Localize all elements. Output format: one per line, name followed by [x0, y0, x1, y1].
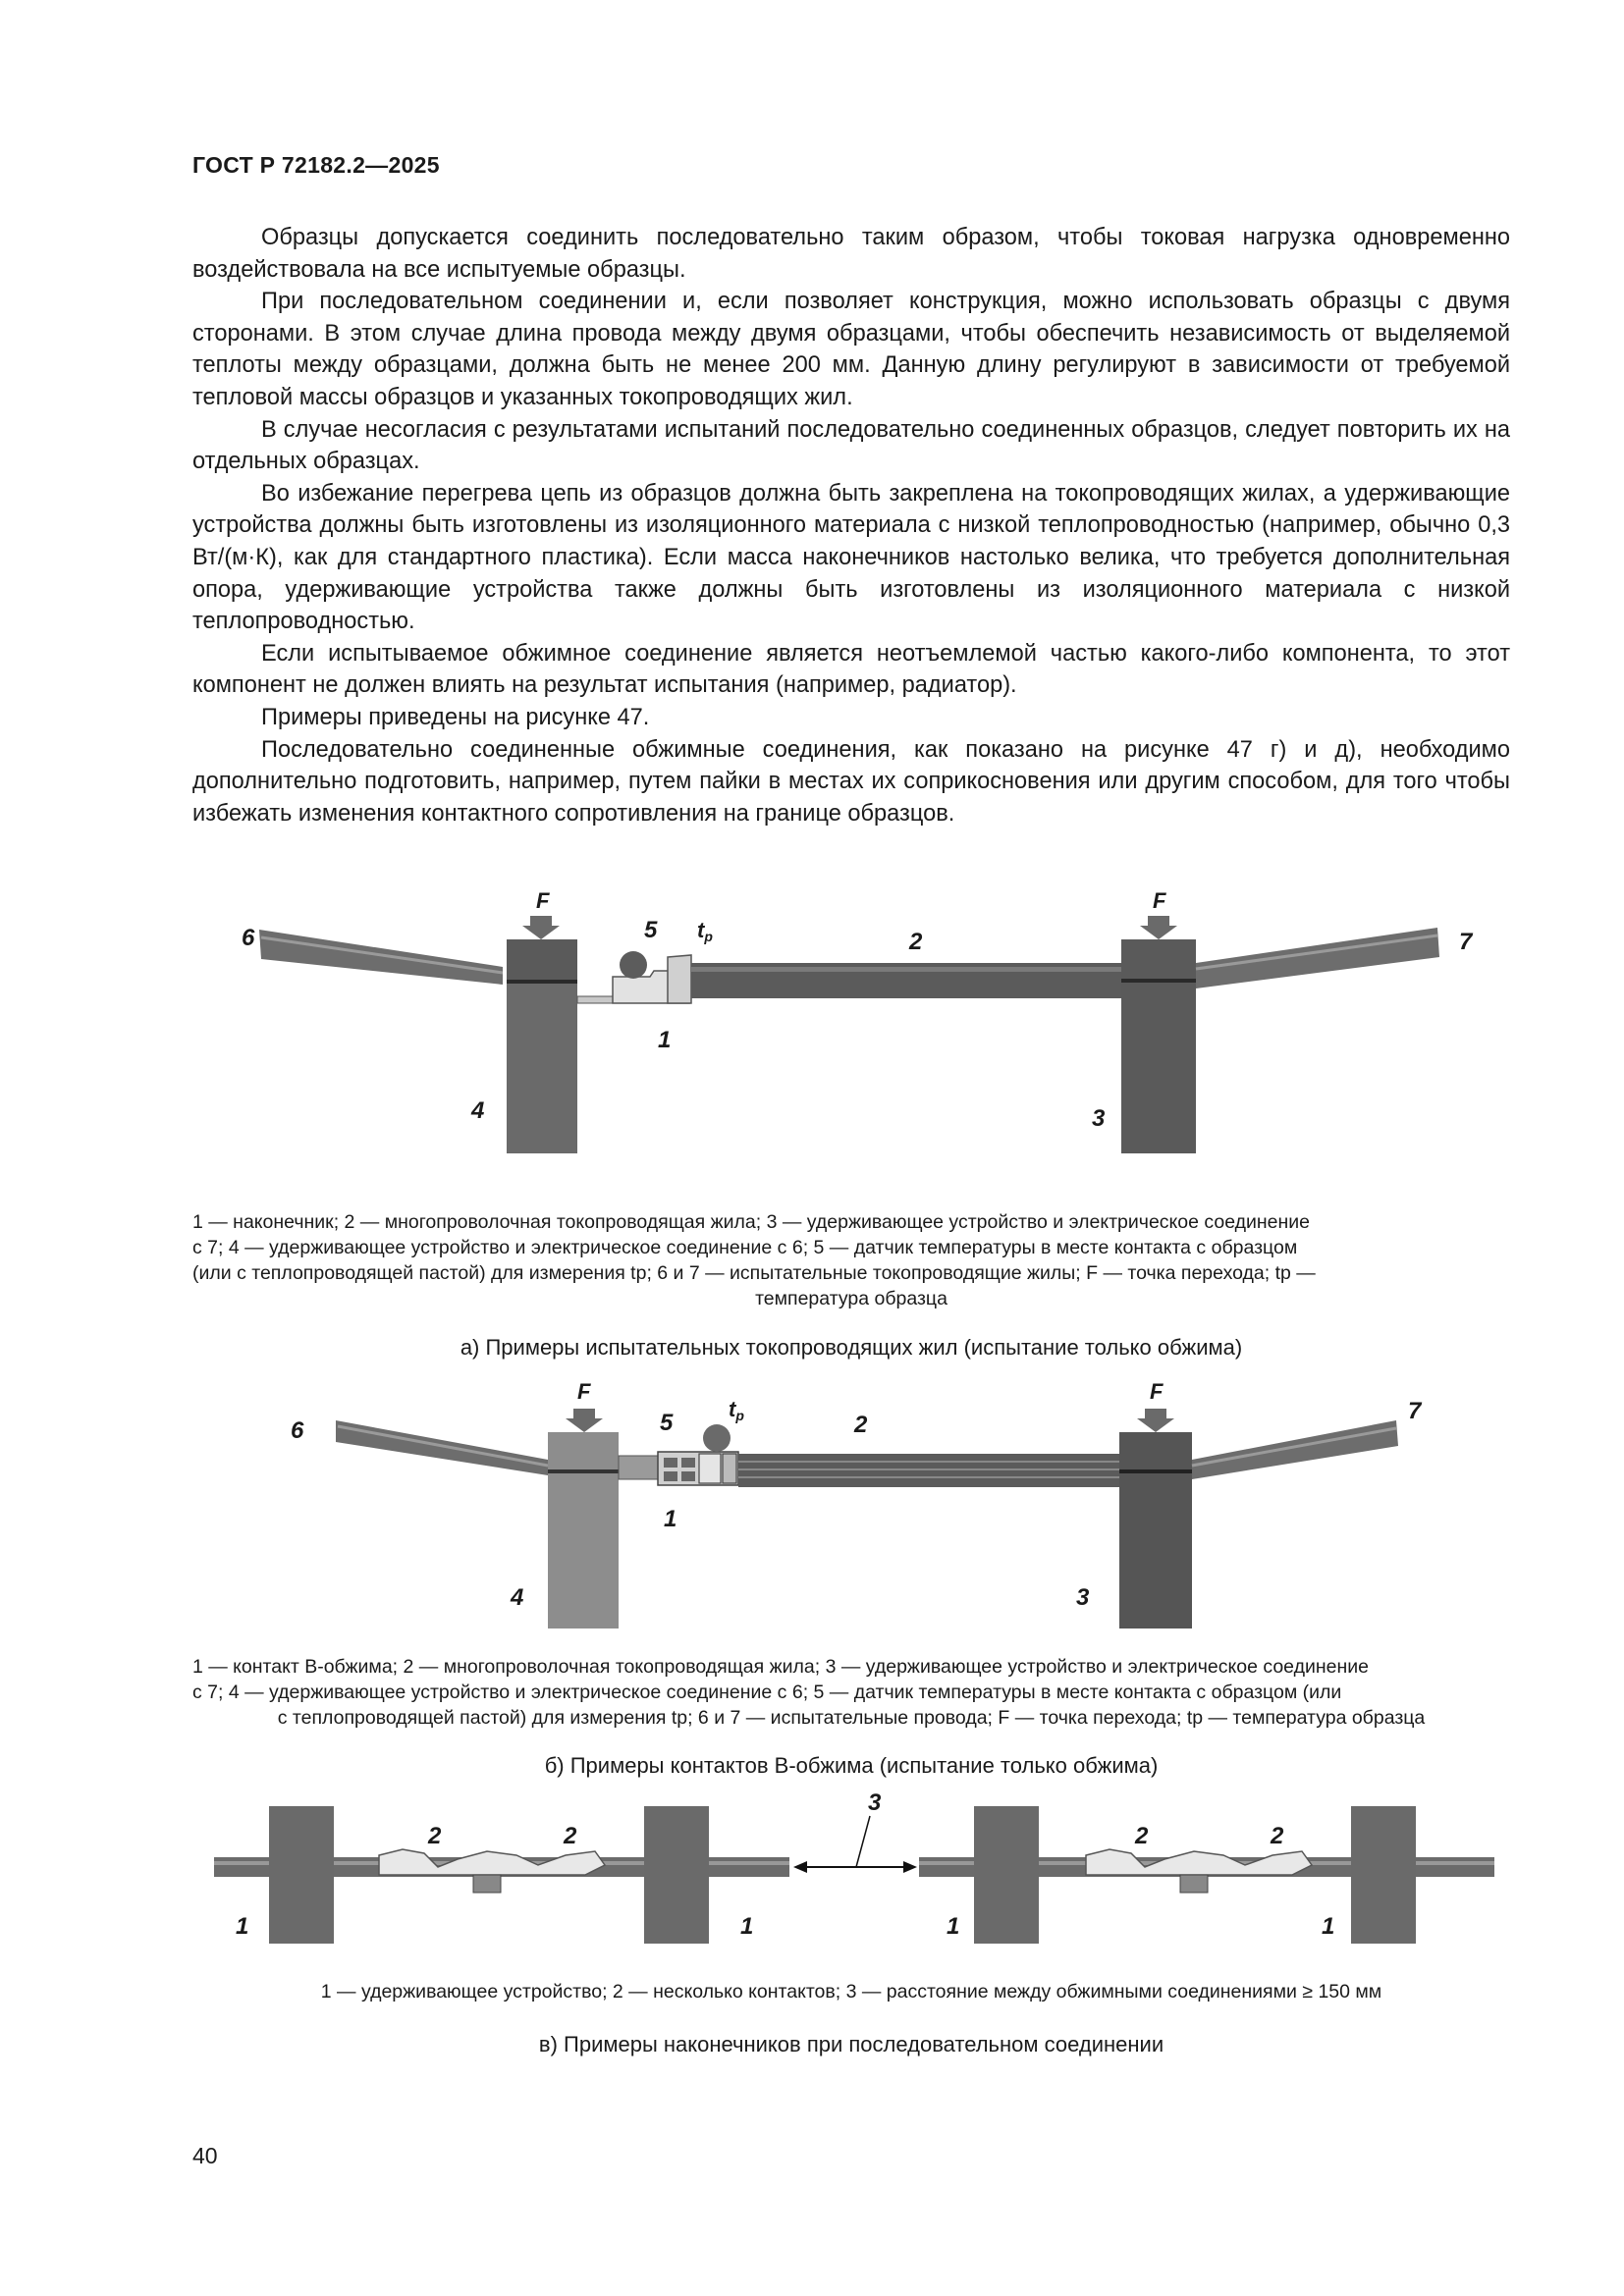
legend-line: 1 — контакт В-обжима; 2 — многопроволочная токопроводящая жила; 3 — удерживающее устройство и электрическое соединение [192, 1656, 1369, 1678]
label-4: 4 [471, 1097, 485, 1124]
force-arrow-right [1140, 916, 1177, 939]
label-5: 5 [644, 917, 658, 943]
figure-a-legend [192, 1209, 1510, 1311]
contact-2 [1086, 1849, 1312, 1875]
label-tp [697, 918, 713, 944]
force-arrow-left [522, 916, 560, 939]
paragraph: Примеры приведены на рисунке 47. [261, 704, 650, 730]
legend-line: 1 — удерживающее устройство; 2 — несколько контактов; 3 — расстояние между обжимными соединениями ≥ 150 мм [320, 1981, 1382, 2002]
contact-1 [619, 1456, 658, 1479]
label-4: 4 [511, 1584, 524, 1611]
label-2: 2 [428, 1823, 442, 1849]
label-t-sub: p [704, 929, 713, 944]
paragraph: Если испытываемое обжимное соединение является неотъемлемой частью какого-либо компонента, то этот компонент не должен влиять на результат испытания (например, радиатор). [192, 640, 1510, 699]
figure-a-diagram [192, 879, 1510, 1153]
legend-line: 1 — наконечник; 2 — многопроволочная токопроводящая жила; 3 — удерживающее устройство и электрическое соединение [192, 1211, 1311, 1233]
holder-3 [1121, 939, 1196, 1153]
label-6: 6 [291, 1417, 304, 1444]
label-3: 3 [868, 1789, 882, 1816]
figure-a-caption: а) Примеры испытательных токопроводящих жил (испытание только обжима) [460, 1335, 1243, 1360]
holder-4 [548, 1432, 619, 1629]
paragraph: Во избежание перегрева цепь из образцов должна быть закреплена на токопроводящих жилах, а удерживающие устройства должны быть изготовлены из изоляционного материала с низкой теплопроводностью (например, обычно 0,3 Вт/(м·К), как для стандартного пластика). Если масса наконечников настолько велика, что требуется дополнительная опора, удерживающие устройства также должны быть изготовлены из изоляционного материала с низкой теплопроводностью. [192, 480, 1510, 635]
label-5: 5 [660, 1410, 674, 1436]
figure-c-caption: в) Примеры наконечников при последовательном соединении [538, 2032, 1164, 2056]
sensor-5 [620, 951, 647, 979]
sensor-5 [703, 1424, 731, 1452]
figure-b-diagram [192, 1369, 1510, 1634]
legend-line: с теплопроводящей пастой) для измерения tp; 6 и 7 — испытательные провода; F — точка перехода; tp — температура образца [277, 1707, 1426, 1729]
label-f-right: F [1153, 888, 1166, 913]
label-7: 7 [1459, 929, 1473, 955]
holder-1 [644, 1806, 709, 1944]
label-f-left: F [536, 888, 550, 913]
holder-3 [1119, 1432, 1192, 1629]
label-2: 2 [564, 1823, 577, 1849]
label-t-sub: p [735, 1408, 744, 1423]
figure-b-caption: б) Примеры контактов В-обжима (испытание только обжима) [544, 1753, 1159, 1778]
paragraph: Образцы допускается соединить последовательно таким образом, чтобы токовая нагрузка одновременно воздействовала на все испытуемые образцы. [192, 225, 1510, 283]
label-3: 3 [1092, 1105, 1106, 1132]
force-arrow-right [1137, 1409, 1174, 1432]
holder-1 [974, 1806, 1039, 1944]
holder-1 [1351, 1806, 1416, 1944]
figure-c-diagram [192, 1787, 1510, 1953]
paragraph: При последовательном соединении и, если позволяет конструкция, можно использовать образцы с двумя сторонами. В этом случае длина провода между двумя образцами, чтобы обеспечить независимость от выделяемой теплоты между образцами, должна быть не менее 200 мм. Данную длину регулируют в зависимости от требуемой тепловой массы образцов и указанных токопроводящих жил. [192, 289, 1510, 410]
figure-b-legend [192, 1654, 1510, 1731]
label-2: 2 [909, 929, 923, 955]
label-3: 3 [1076, 1584, 1090, 1611]
figure-c-legend [192, 1979, 1510, 2004]
document-header: ГОСТ Р 72182.2—2025 [192, 152, 440, 178]
label-2: 2 [1135, 1823, 1149, 1849]
legend-line: температура образца [755, 1288, 947, 1309]
cable-6 [336, 1420, 548, 1475]
lug-1 [577, 996, 613, 1003]
legend-line: (или с теплопроводящей пастой) для измерения tp; 6 и 7 — испытательные токопроводящие жилы; F — точка перехода; tp — [192, 1262, 1316, 1284]
label-1: 1 [658, 1027, 672, 1053]
label-tp [729, 1397, 744, 1423]
paragraph: В случае несогласия с результатами испытаний последовательно соединенных образцов, следует повторить их на отдельных образцах. [192, 416, 1510, 475]
label-t: t [697, 918, 705, 942]
force-arrow-left [566, 1409, 603, 1432]
label-1: 1 [1322, 1913, 1335, 1940]
label-t: t [729, 1397, 736, 1421]
label-1: 1 [740, 1913, 754, 1940]
legend-line: с 7; 4 — удерживающее устройство и электрическое соединение с 6; 5 — датчик температуры в месте контакта с образцом (или [192, 1682, 1342, 1703]
label-1: 1 [236, 1913, 249, 1940]
body-text [192, 222, 1510, 829]
cable-7 [1192, 1420, 1398, 1479]
contact-2 [379, 1849, 605, 1875]
label-1: 1 [664, 1506, 677, 1532]
holder-1 [269, 1806, 334, 1944]
label-6: 6 [242, 925, 255, 951]
cable-6 [259, 930, 503, 985]
label-2: 2 [854, 1412, 868, 1438]
cable-7 [1196, 928, 1439, 988]
page-number: 40 [192, 2143, 218, 2168]
label-1: 1 [947, 1913, 960, 1940]
legend-line: с 7; 4 — удерживающее устройство и электрическое соединение с 6; 5 — датчик температуры в месте контакта с образцом [192, 1237, 1298, 1258]
label-2: 2 [1271, 1823, 1284, 1849]
label-7: 7 [1408, 1398, 1422, 1424]
paragraph: Последовательно соединенные обжимные соединения, как показано на рисунке 47 г) и д), необходимо дополнительно подготовить, например, путем пайки в местах их соприкосновения или другим способом, для того чтобы избежать изменения контактного сопротивления на границе образцов. [192, 736, 1510, 827]
label-f-left: F [577, 1379, 591, 1404]
label-f-right: F [1150, 1379, 1164, 1404]
